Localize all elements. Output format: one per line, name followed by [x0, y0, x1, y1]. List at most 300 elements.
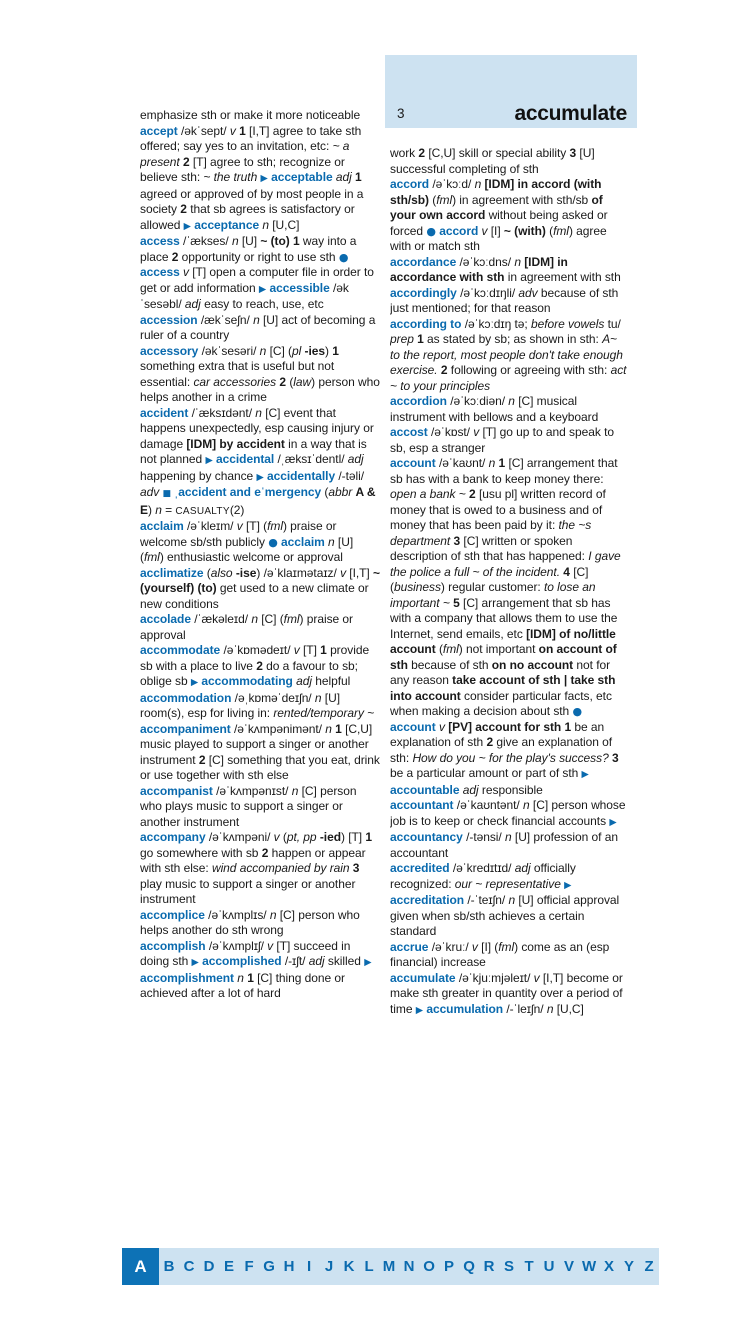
entry-text: [T]: [299, 643, 321, 657]
alphabet-letter-j[interactable]: J: [324, 1257, 334, 1275]
header-guide-band: [385, 55, 637, 128]
bold-text: 2: [465, 487, 479, 501]
entry-text: /əˈkʌmpəni/: [205, 830, 274, 844]
part-of-speech: n: [155, 502, 162, 517]
bold-text: 4: [559, 564, 574, 579]
italic-text: to lose an important ~: [390, 580, 596, 610]
entry-text: [T] agree to sth; recognize or believe sth:: [140, 154, 345, 184]
headword: accommodate: [140, 643, 221, 657]
entry-text: /əˈkʌmpənɪst/: [212, 783, 292, 798]
bullet-icon: ●: [338, 250, 349, 264]
headword: accident: [140, 405, 189, 420]
dictionary-entry: [140, 908, 380, 939]
part-of-speech: v: [183, 265, 189, 279]
entry-text: /əkˈsesəbl/: [140, 280, 349, 311]
entry-text: happen or appear with sth else:: [140, 845, 366, 875]
entry-text: (: [545, 223, 554, 238]
entry-text: ) agree with or match sth: [390, 223, 607, 253]
bold-text: of your own accord: [390, 192, 603, 222]
entry-text: (: [289, 374, 294, 389]
entry-text: /əˈkʌmplɪs/: [204, 907, 270, 922]
entry-text: [C] musical instrument with bellows and a keyboard: [390, 394, 599, 424]
part-of-speech: v: [438, 719, 445, 734]
part-of-speech: n: [523, 798, 530, 812]
entry-text: [C] something that you eat, drink or use together with sth else: [140, 752, 380, 782]
bold-text: 1: [243, 970, 258, 985]
italic-text: fml: [498, 939, 515, 954]
part-of-speech: n: [262, 217, 269, 232]
dictionary-entry: [140, 691, 380, 722]
headword: accolade: [140, 612, 191, 626]
headword: accompanist: [140, 783, 213, 798]
italic-text: our ~ representative: [454, 876, 561, 891]
alphabet-letter-x[interactable]: X: [604, 1257, 614, 1275]
part-of-speech: n: [508, 893, 516, 907]
bold-text: 2: [261, 845, 272, 860]
italic-text: fml: [442, 642, 459, 656]
entry-text: [U] official approval given when sb/sth achieves a certain standard: [390, 893, 620, 938]
alphabet-letter-c[interactable]: C: [183, 1257, 195, 1275]
bold-text: 2: [437, 363, 451, 377]
entry-text: [U,C]: [553, 1001, 584, 1016]
headword: according to: [390, 316, 462, 331]
bullet-icon: ●: [572, 705, 583, 718]
entry-text: /əˌkɒməˈdeɪʃn/: [231, 690, 315, 705]
entry-text: way into a place: [140, 234, 357, 264]
entry-text: that sb agrees is satisfactory or allowed: [140, 202, 355, 232]
entry-text: go somewhere with sb: [140, 845, 262, 860]
entry-text: opportunity or right to use sth: [181, 249, 339, 264]
bold-text: 1: [365, 830, 372, 844]
headword: accordion: [390, 394, 447, 408]
headword: accord: [390, 177, 430, 191]
entry-text: in a way that is not planned: [140, 436, 367, 466]
italic-text: act ~ to your principles: [390, 363, 627, 393]
entry-text: without being asked or forced: [390, 208, 608, 238]
entry-text: ) [T]: [341, 830, 366, 844]
headword: ˌaccident and eˈmergency: [170, 485, 322, 499]
dictionary-entry: [140, 939, 380, 1002]
part-of-speech: n: [237, 970, 244, 985]
dictionary-entry: [390, 317, 630, 395]
alphabet-letter-p[interactable]: P: [444, 1257, 454, 1275]
bold-text: 2: [171, 249, 182, 264]
entry-text: [C] person who helps another do sth wrong: [140, 907, 360, 937]
entry-text: /əˈkɔːdɪŋli/: [456, 285, 519, 300]
guide-word: accumulate: [514, 101, 627, 125]
entry-text: because of sth just mentioned; for that reason: [390, 285, 619, 315]
derivative-arrow-icon: ▶: [258, 283, 267, 295]
italic-text: fml: [267, 519, 283, 533]
derivative-arrow-icon: ▶: [364, 957, 372, 968]
bold-text: 5: [449, 595, 464, 610]
dictionary-entry: [140, 722, 380, 784]
bold-text: ~ (with): [503, 223, 546, 238]
entry-text: ) praise or approval: [140, 612, 353, 642]
entry-text: /-ˈleɪʃn/: [503, 1001, 547, 1016]
alphabet-letter-b[interactable]: B: [163, 1257, 175, 1275]
italic-text: fml: [436, 192, 453, 207]
part-of-speech: v: [471, 939, 478, 954]
alphabet-letter-a[interactable]: A: [122, 1248, 159, 1285]
entry-text: /əkˈsept/: [177, 123, 230, 138]
entry-text: /-ˈteɪʃn/: [464, 893, 509, 907]
headword: accomplished: [198, 954, 282, 968]
alphabet-letter-i[interactable]: I: [306, 1257, 312, 1275]
part-of-speech: adj: [296, 674, 312, 688]
bold-text: 2: [198, 752, 209, 767]
entry-text: [I,T] agree to take sth offered; say yes to an invitation, etc:: [140, 123, 362, 153]
italic-text: I gave the police a full ~ of the incident.: [390, 549, 621, 579]
part-of-speech: v: [236, 519, 243, 533]
dictionary-entry: [140, 313, 380, 344]
entry-text: not for any reason: [390, 657, 611, 687]
entry-text: ) /əˈklaɪmətaɪz/: [256, 565, 341, 580]
bold-text: 1: [332, 343, 339, 358]
entry-text: (: [279, 830, 287, 844]
headword: acclaim: [140, 519, 184, 533]
derivative-arrow-icon: ▶: [256, 471, 264, 483]
bold-text: 3: [608, 750, 619, 765]
headword: accountant: [390, 798, 454, 812]
part-of-speech: n: [328, 534, 335, 549]
part-of-speech: n: [253, 312, 260, 327]
headword: accost: [390, 425, 428, 439]
entry-text: helpful: [311, 674, 351, 688]
entry-text: /ˈækses/: [179, 234, 232, 248]
entry-text: [C] (: [266, 343, 292, 358]
derivative-arrow-icon: ▶: [581, 769, 589, 780]
part-of-speech: n: [251, 612, 258, 626]
bold-text: 2: [276, 374, 290, 389]
alphabet-letter-n[interactable]: N: [403, 1257, 415, 1275]
dictionary-entry: [140, 612, 380, 643]
part-of-speech: adj: [514, 861, 531, 875]
headword: accidental: [212, 452, 275, 466]
entry-text: because of sth: [407, 657, 492, 672]
headword: accompany: [140, 830, 206, 844]
entry-text: /-ɪʃt/: [281, 954, 309, 968]
alphabet-letter-w[interactable]: W: [581, 1257, 597, 1275]
part-of-speech: n: [291, 783, 299, 798]
italic-text: fml: [553, 223, 569, 238]
dictionary-entry: [140, 784, 380, 831]
headword: accidentally: [263, 468, 336, 483]
headword: accomplishment: [140, 970, 238, 985]
alphabet-letter-f[interactable]: F: [244, 1257, 254, 1275]
part-of-speech: n: [314, 690, 322, 705]
part-of-speech: n: [546, 1001, 554, 1016]
dictionary-entry: [140, 643, 380, 691]
derivative-arrow-icon: ▶: [564, 879, 572, 891]
part-of-speech: n: [514, 254, 521, 269]
headword: accumulate: [390, 970, 456, 985]
entry-text: ) praise or welcome sb/sth publicly: [140, 519, 337, 549]
dictionary-entry: [390, 456, 630, 798]
entry-text: /əˈkaʊnt/: [435, 456, 489, 470]
entry-text: [C] event that happens unexpectedly, esp causing injury or damage: [140, 405, 374, 451]
entry-text: [T] go up to and speak to sb, esp a stranger: [390, 425, 614, 455]
entry-text: ) come as an (esp financial) increase: [390, 939, 610, 969]
dictionary-entry: [390, 940, 630, 971]
bold-text: take account of sth | take sth into account: [390, 673, 616, 703]
entry-text: [U] act of becoming a ruler of a country: [140, 312, 376, 342]
part-of-speech: n: [505, 830, 512, 844]
dictionary-entry: [140, 344, 380, 406]
entry-text: something extra that is useful but not essential:: [140, 359, 335, 389]
alphabet-letter-t[interactable]: T: [524, 1257, 534, 1275]
entry-text: /əˈkɔːdiən/: [446, 394, 509, 408]
headword: acceptance: [190, 217, 263, 232]
alphabet-letter-y[interactable]: Y: [624, 1257, 634, 1275]
part-of-speech: v: [340, 565, 347, 580]
entry-text: ) in agreement with sth/sb: [452, 192, 592, 207]
entry-text: [U]: [238, 234, 261, 248]
headword: accomplice: [140, 907, 205, 922]
entry-text: consider particular facts, etc when making a decision about sth: [390, 688, 612, 718]
part-of-speech: v: [533, 970, 540, 985]
entry-text: be a particular amount or part of sth: [390, 766, 582, 780]
derivative-arrow-icon: ▶: [415, 1004, 424, 1016]
entry-text: [C] thing done or achieved after a lot of hard: [140, 970, 345, 1000]
part-of-speech: adv: [140, 485, 160, 499]
part-of-speech: n: [325, 721, 332, 736]
entry-text: [C] person who plays music to support a singer or another instrument: [140, 783, 357, 829]
entry-text: [C] written or spoken description of sth that has happened:: [390, 533, 589, 563]
entry-text: work: [390, 146, 419, 160]
headword: access: [140, 265, 184, 279]
part-of-speech: adj: [347, 452, 364, 466]
bold-text: 1: [413, 332, 428, 346]
bold-text: 3: [349, 861, 360, 875]
dictionary-entry: [390, 861, 630, 940]
part-of-speech: adj: [335, 170, 352, 184]
entry-text: agreed or approved of by most people in a society: [140, 186, 364, 216]
italic-text: open a bank ~: [390, 487, 466, 501]
entry-text: /əˈkredɪtɪd/: [449, 861, 515, 875]
entry-text: [T] (: [242, 519, 268, 533]
entry-text: ): [325, 343, 333, 358]
bold-text: on no account: [491, 657, 574, 672]
alphabet-letter-h[interactable]: H: [283, 1257, 295, 1275]
dictionary-entry: [140, 519, 380, 566]
italic-text: also: [210, 565, 233, 580]
alphabet-letter-k[interactable]: K: [343, 1257, 355, 1275]
entry-text: do a favour to sb; oblige sb: [140, 658, 358, 688]
dictionary-entry: [390, 425, 630, 456]
alphabet-letter-e[interactable]: E: [224, 1257, 234, 1275]
italic-text: law: [293, 374, 312, 389]
part-of-speech: adv: [518, 285, 538, 300]
alphabet-letter-q[interactable]: Q: [463, 1257, 475, 1275]
headword: acceptable: [267, 170, 336, 184]
compound-square-icon: ■: [162, 489, 171, 499]
entry-text: [C] (: [257, 612, 284, 626]
bold-text: [IDM] of no/little account: [390, 626, 616, 656]
entry-text: ): [147, 502, 156, 517]
part-of-speech: v: [473, 425, 480, 439]
headword: acclaim: [277, 534, 329, 549]
bold-text: 2: [486, 735, 497, 749]
entry-text: [I,T] become or make sth greater in quantity over a period of time: [390, 970, 623, 1016]
headword: accession: [140, 312, 198, 327]
entry-text: happening by chance: [140, 468, 257, 483]
dictionary-entry: [140, 108, 380, 124]
entry-text: [U] (: [140, 534, 354, 564]
headword: accountable: [390, 782, 463, 797]
dictionary-entry: [390, 971, 630, 1019]
part-of-speech: prep: [390, 332, 414, 346]
entry-text: (: [428, 192, 437, 207]
headword: accrue: [390, 939, 429, 954]
part-of-speech: v: [481, 223, 488, 238]
entry-text: /əˈkɒmədeɪt/: [220, 643, 294, 657]
part-of-speech: n: [474, 177, 482, 191]
part-of-speech: n: [508, 394, 515, 408]
entry-text: ) person who helps another in a crime: [140, 374, 380, 404]
bullet-icon: ●: [268, 535, 278, 549]
part-of-speech: n: [488, 456, 496, 470]
headword: accommodation: [140, 690, 232, 705]
headword: accompaniment: [140, 721, 231, 736]
bold-text: [IDM] in accord (with sth/sb): [390, 177, 602, 207]
italic-text: ~ the truth: [203, 170, 258, 184]
italic-text: pl: [291, 343, 302, 358]
entry-text: [I,T]: [346, 565, 373, 580]
dictionary-entry: [390, 286, 630, 317]
bold-text: 3: [450, 533, 464, 548]
part-of-speech: n: [231, 234, 239, 248]
alphabet-letter-d[interactable]: D: [203, 1257, 215, 1275]
bold-text: ~ (to) 1: [260, 234, 303, 248]
dictionary-entry: [390, 255, 630, 286]
entry-text: ) enthusiastic welcome or approval: [159, 550, 343, 564]
entry-text: emphasize sth or make it more noticeable: [140, 108, 361, 122]
bullet-icon: ●: [426, 224, 436, 238]
entry-text: [C] arrangement that sb has with a company that allows them to use the Internet, send emails, etc: [390, 595, 618, 641]
dictionary-entry: [140, 234, 380, 313]
entry-text: /əˈkjuːmjəleɪt/: [455, 970, 534, 985]
part-of-speech: adj: [184, 297, 201, 311]
italic-text: the ~s department: [390, 518, 592, 548]
entry-text: officially recognized:: [390, 861, 576, 891]
entry-text: =: [161, 502, 176, 517]
dictionary-entry: [390, 394, 630, 425]
headword: accept: [140, 123, 178, 138]
entry-text: [usu pl] written record of money that is owed to a business and of money that has been paid by it:: [390, 487, 606, 532]
part-of-speech: n: [269, 907, 277, 922]
left-column: [140, 108, 380, 1002]
italic-text: rented/temporary ~: [273, 706, 375, 720]
bold-text: 1: [331, 721, 346, 736]
entry-text: [C] person whose job is to keep or check financial accounts: [390, 798, 626, 828]
entry-text: [U] successful completing of sth: [390, 146, 595, 176]
entry-text: /əˈkaʊntənt/: [453, 798, 524, 812]
entry-text: /əˈkʌmpənimənt/: [230, 721, 326, 736]
italic-text: before vowels: [530, 316, 605, 331]
entry-text: as stated by sb; as shown in sth:: [427, 332, 603, 346]
entry-text: /ˈækəleɪd/: [190, 612, 252, 626]
entry-text: [C,U] skill or special ability: [428, 146, 570, 160]
alphabet-letter-r[interactable]: R: [483, 1257, 495, 1275]
alphabet-letter-o[interactable]: O: [423, 1257, 435, 1275]
headword: accessible: [266, 280, 330, 295]
bold-text: 3: [569, 146, 580, 160]
italic-text: How do you ~ for the play's success?: [412, 750, 609, 765]
italic-text: pt, pp: [286, 830, 317, 844]
entry-text: (2): [229, 502, 245, 517]
entry-text: [U] room(s), esp for living in:: [140, 690, 340, 720]
bold-text: 2: [256, 658, 267, 673]
entry-text: skilled: [324, 954, 365, 968]
bold-text: 1: [235, 123, 250, 138]
entry-text: [C] (: [390, 564, 589, 594]
part-of-speech: v: [293, 643, 300, 657]
right-column: [390, 146, 630, 1018]
bold-text: on account of sth: [390, 642, 617, 672]
italic-text: ~ a present: [140, 139, 350, 169]
part-of-speech: v: [267, 938, 274, 953]
bold-text: [PV] account for sth 1: [444, 719, 575, 734]
alphabet-letter-s[interactable]: S: [504, 1257, 514, 1275]
headword: accomplish: [140, 938, 206, 953]
entry-text: /-təli/: [335, 468, 365, 483]
alphabet-letter-m[interactable]: M: [382, 1257, 396, 1275]
part-of-speech: v: [229, 123, 236, 138]
entry-text: tu/: [604, 316, 621, 331]
headword: access: [140, 234, 180, 248]
entry-text: [T] succeed in doing sth: [140, 938, 351, 968]
entry-text: give an explanation of sth:: [390, 735, 613, 765]
dictionary-entry: [140, 830, 380, 908]
headword: account: [390, 456, 436, 470]
entry-text: [C,U] music played to support a singer or another instrument: [140, 721, 373, 767]
bold-text: 1: [351, 170, 362, 184]
page-number: 3: [397, 105, 405, 121]
part-of-speech: v: [273, 830, 280, 844]
entry-text: get used to a new climate or new conditions: [140, 581, 369, 611]
entry-text: easy to reach, use, etc: [200, 297, 324, 311]
alphabet-letter-v[interactable]: V: [564, 1257, 574, 1275]
bold-text: [IDM] in accordance with sth: [390, 254, 568, 284]
dictionary-entry: [390, 146, 630, 177]
entry-text: [T] open a computer file in order to get or add information: [140, 265, 374, 295]
bold-text: [IDM] by accident: [186, 436, 285, 451]
entry-text: [C] arrangement that sb has with a bank to keep money there:: [390, 456, 618, 486]
entry-text: /əkˈsesəri/: [198, 343, 260, 358]
headword: accommodating: [198, 674, 297, 688]
bold-text: -ied: [319, 830, 341, 844]
entry-text: /əˈkruː/: [428, 939, 472, 954]
alphabet-letter-l[interactable]: L: [364, 1257, 374, 1275]
entry-text: /əˈkɒst/: [427, 425, 474, 439]
derivative-arrow-icon: ▶: [609, 816, 617, 828]
italic-text: abbr: [328, 485, 353, 499]
derivative-arrow-icon: ▶: [260, 173, 268, 184]
entry-text: [U,C]: [268, 217, 300, 232]
bold-text: 2: [179, 154, 193, 169]
bold-text: 2: [180, 202, 191, 216]
alphabet-letter-u[interactable]: U: [543, 1257, 555, 1275]
entry-text: /ˌæksɪˈdentl/: [274, 452, 348, 466]
entry-text: [U] profession of an accountant: [390, 830, 618, 860]
alphabet-letter-z[interactable]: Z: [644, 1257, 654, 1275]
italic-text: wind accompanied by rain: [211, 861, 350, 875]
alphabet-letter-g[interactable]: G: [263, 1257, 275, 1275]
entry-text: /əˈkɔːd/: [429, 177, 475, 191]
entry-text: be an explanation of sth: [390, 719, 605, 749]
part-of-speech: adj: [462, 782, 479, 797]
